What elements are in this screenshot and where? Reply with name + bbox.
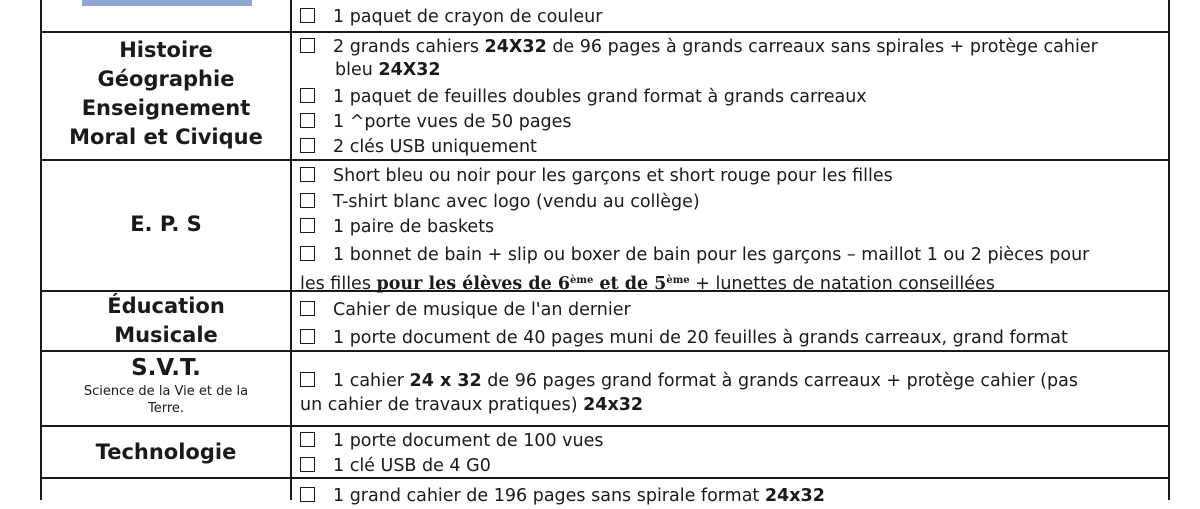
subject-label: E. P. S <box>130 212 202 236</box>
checkbox[interactable] <box>300 301 315 316</box>
subject-label: Enseignement <box>81 96 251 120</box>
college-logo <box>82 0 252 6</box>
list-item: 1 paquet de feuilles doubles grand format à grands carreaux <box>300 85 1180 110</box>
subject-subtitle: Science de la Vie et de la <box>83 384 249 399</box>
list-item: 1 bonnet de bain + slip ou boxer de bain pour les garçons – maillot 1 ou 2 pièces pour <box>300 243 1180 268</box>
list-item: 2 clés USB uniquement <box>300 135 1180 160</box>
row-divider <box>40 425 1170 427</box>
checkbox[interactable] <box>300 167 315 182</box>
checkbox[interactable] <box>300 193 315 208</box>
list-item: 1 paire de baskets <box>300 215 1180 240</box>
list-item: 1 porte document de 100 vues <box>300 429 1180 454</box>
subject-label: Technologie <box>95 440 237 464</box>
list-item: Cahier de musique de l'an dernier <box>300 298 1180 323</box>
subject-label: Histoire <box>119 38 213 62</box>
subject-label: Moral et Civique <box>69 125 263 149</box>
subject-label: Éducation <box>107 294 225 318</box>
row-divider <box>40 31 1170 33</box>
checkbox[interactable] <box>300 432 315 447</box>
list-item: 1 paquet de crayon de couleur <box>300 5 1180 30</box>
subject-label: S.V.T. <box>131 355 201 381</box>
checkbox[interactable] <box>300 38 315 53</box>
list-item: 2 grands cahiers 24X32 de 96 pages à grands carreaux sans spirales + protège cahier <box>300 35 1180 60</box>
checkbox[interactable] <box>300 113 315 128</box>
list-item: 1 porte document de 40 pages muni de 20 feuilles à grands carreaux, grand format <box>300 326 1180 351</box>
checkbox[interactable] <box>300 138 315 153</box>
list-item: 1 clé USB de 4 G0 <box>300 454 1180 479</box>
list-item-continuation: un cahier de travaux pratiques) 24x32 <box>300 395 644 415</box>
list-item-continuation: bleu 24X32 <box>335 60 441 80</box>
subject-eps <box>42 210 290 239</box>
checkbox[interactable] <box>300 329 315 344</box>
list-item-continuation: les filles pour les élèves de 6ème et de 5ème + lunettes de natation conseillées <box>300 274 995 294</box>
subject-svt <box>42 354 290 417</box>
checkbox[interactable] <box>300 372 315 387</box>
subject-technologie <box>42 438 290 467</box>
list-item: 1 grand cahier de 196 pages sans spirale format 24x32 <box>300 484 1180 509</box>
checkbox[interactable] <box>300 88 315 103</box>
list-item: 1 cahier 24 x 32 de 96 pages grand format à grands carreaux + protège cahier (pas <box>300 369 1180 394</box>
checkbox[interactable] <box>300 218 315 233</box>
subject-label: Musicale <box>114 323 218 347</box>
subject-label: Géographie <box>97 67 235 91</box>
checkbox[interactable] <box>300 457 315 472</box>
subject-subtitle: Terre. <box>147 401 185 416</box>
list-item: T-shirt blanc avec logo (vendu au collège) <box>300 190 1180 215</box>
subject-histoire-geographie <box>42 36 290 152</box>
list-item: 1 ^porte vues de 50 pages <box>300 110 1180 135</box>
list-item: Short bleu ou noir pour les garçons et short rouge pour les filles <box>300 164 1180 189</box>
checkbox[interactable] <box>300 8 315 23</box>
subject-education-musicale <box>42 292 290 350</box>
checkbox[interactable] <box>300 246 315 261</box>
